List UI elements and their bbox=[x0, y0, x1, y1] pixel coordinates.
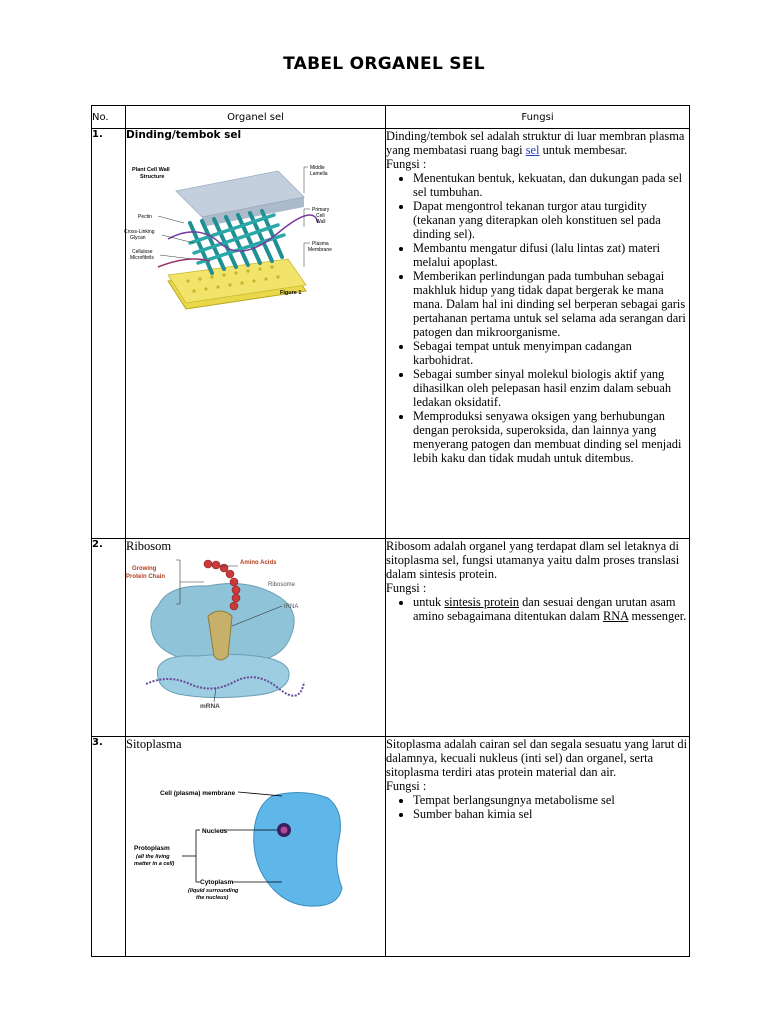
list-item: • Memberikan perlindungan pada tumbuhan sebagai makhluk hidup yang tidak dapat bergerak ke mana mana. Dalam hal ini dinding sel berperan sebagai garis pertahanan pertama untuk sel selama ada serangan dari patogen dan mikroorganisme. bbox=[413, 269, 689, 339]
header-organel: Organel sel bbox=[126, 106, 386, 129]
figure-label-cytoplasm-note: (liquid surrounding bbox=[188, 888, 239, 894]
sintesis-protein-link[interactable]: sintesis protein bbox=[444, 595, 520, 609]
table-row bbox=[92, 539, 690, 737]
figure-label-primary-wall: Primary bbox=[312, 207, 330, 213]
figure-label-middle-lamella: Middle bbox=[310, 165, 325, 171]
organelle-cell bbox=[126, 737, 386, 957]
figure-label-protoplasm: Protoplasm bbox=[134, 845, 170, 852]
list-item: • Sebagai tempat untuk menyimpan cadangan karbohidrat. bbox=[413, 339, 689, 367]
figure-label-amino-acids: Amino Acids bbox=[240, 560, 277, 566]
organelle-description: Dinding/tembok sel adalah struktur di luar membran plasma yang membatasi ruang bagi sel untuk membesar. bbox=[386, 129, 685, 157]
figure-label-trna: tRNA bbox=[284, 604, 299, 610]
figure-label-protoplasm-note: (all the living bbox=[136, 854, 170, 860]
figure-label-crosslink: Glycan bbox=[130, 235, 146, 241]
cytoplasm-figure bbox=[132, 784, 352, 914]
figure-label-growing-chain: Growing bbox=[132, 566, 157, 572]
figure-label-cellulose: Microfibrils bbox=[130, 255, 154, 261]
cell-wall-figure bbox=[124, 163, 338, 313]
figure-label-primary-wall: Wall bbox=[316, 219, 326, 225]
figure-label-middle-lamella: Lamella bbox=[310, 171, 328, 177]
row-number: 1. bbox=[92, 129, 126, 539]
row-number: 3. bbox=[92, 737, 126, 957]
figure-label-membrane: Cell (plasma) membrane bbox=[160, 790, 236, 797]
figure-caption: Figure 1 bbox=[280, 290, 302, 296]
figure-label-cytoplasm-note: the nucleus) bbox=[196, 895, 229, 901]
figure-label-plasma-membrane: Membrane bbox=[308, 247, 332, 253]
organelle-name: Dinding/tembok sel bbox=[126, 129, 242, 141]
figure-label-protoplasm-note: matter in a cell) bbox=[134, 861, 175, 867]
fungsi-label: Fungsi : bbox=[386, 157, 427, 171]
table-row bbox=[92, 129, 690, 539]
rna-link[interactable]: RNA bbox=[602, 609, 629, 623]
list-item: • Memproduksi senyawa oksigen yang berhubungan dengan peroksida, superoksida, dan lainnya yang menyerang patogen dan membuat dinding sel menjadi lebih kaku dan tidak mudah untuk ditembus. bbox=[413, 409, 689, 465]
list-item: • Membantu mengatur difusi (lalu lintas zat) materi melalui apoplast. bbox=[413, 241, 689, 269]
organelle-name: Ribosom bbox=[126, 539, 172, 553]
function-list bbox=[386, 793, 689, 821]
list-item: • Menentukan bentuk, kekuatan, dan dukungan pada sel sel tumbuhan. bbox=[413, 171, 689, 199]
ribosome-figure bbox=[128, 556, 308, 716]
organelle-cell bbox=[126, 129, 386, 539]
figure-label-title: Plant Cell Wall bbox=[132, 167, 170, 173]
figure-label-cytoplasm: Cytoplasm bbox=[200, 879, 234, 886]
fungsi-label: Fungsi : bbox=[386, 779, 427, 793]
figure-label-mrna: mRNA bbox=[200, 703, 220, 710]
figure-label-plasma-membrane: Plasma bbox=[312, 241, 329, 247]
document-title: TABEL ORGANEL SEL bbox=[283, 54, 485, 74]
organelle-cell bbox=[126, 539, 386, 737]
function-cell bbox=[386, 129, 690, 539]
list-item: • Sumber bahan kimia sel bbox=[413, 807, 689, 821]
figure-label-title: Structure bbox=[140, 174, 165, 180]
organelle-description: Sitoplasma adalah cairan sel dan segala sesuatu yang larut di dalamnya, kecuali nukleus (inti sel) dan organel, serta sitoplasma terdiri atas protein material dan air. bbox=[386, 737, 688, 779]
fungsi-label: Fungsi : bbox=[386, 581, 427, 595]
table-row bbox=[92, 737, 690, 957]
figure-label-ribosome: Ribosome bbox=[268, 582, 296, 588]
list-item: • Tempat berlangsungnya metabolisme sel bbox=[413, 793, 689, 807]
figure-label-cellulose: Cellulose bbox=[132, 249, 153, 255]
header-fungsi: Fungsi bbox=[386, 106, 690, 129]
function-cell bbox=[386, 539, 690, 737]
function-list bbox=[386, 595, 689, 623]
function-list bbox=[386, 171, 689, 465]
sel-link[interactable]: sel bbox=[525, 143, 540, 157]
list-item: • untuk sintesis protein dan sesuai dengan urutan asam amino sebagaimana ditentukan dalam RNA messenger. bbox=[413, 595, 689, 623]
organelle-name: Sitoplasma bbox=[126, 737, 182, 751]
function-cell bbox=[386, 737, 690, 957]
figure-label-primary-wall: Cell bbox=[316, 213, 325, 219]
figure-label-growing-chain: Protein Chain bbox=[126, 574, 166, 580]
header-no: No. bbox=[92, 106, 126, 129]
list-item: • Dapat mengontrol tekanan turgor atau turgidity (tekanan yang diterapkan oleh konstituen sel pada dinding sel). bbox=[413, 199, 689, 241]
figure-label-crosslink: Cross-Linking bbox=[124, 229, 155, 235]
list-item: • Sebagai sumber sinyal molekul biologis aktif yang dihasilkan oleh pelepasan hasil enzim dalam sebuah ledakan oksidatif. bbox=[413, 367, 689, 409]
row-number: 2. bbox=[92, 539, 126, 737]
organelle-description: Ribosom adalah organel yang terdapat dlam sel letaknya di sitoplasma sel, fungsi utamanya yaitu dalm proses translasi dalam sintesis protein. bbox=[386, 539, 680, 581]
figure-label-nucleus: Nucleus bbox=[202, 828, 228, 835]
figure-label-pectin: Pectin bbox=[138, 214, 152, 220]
table-header-row bbox=[92, 106, 690, 129]
organelle-table bbox=[91, 105, 690, 957]
